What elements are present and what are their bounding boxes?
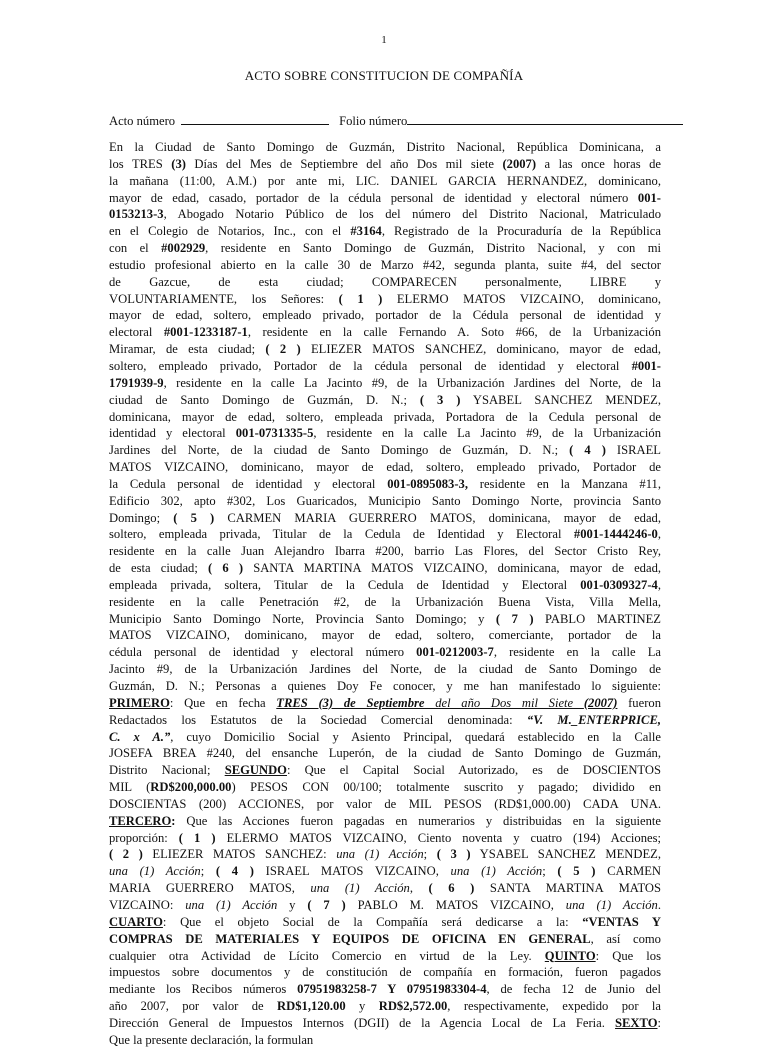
body-line: Domingo; ( 5 ) CARMEN MARIA GUERRERO MATOS, dominicana, mayor de edad, (109, 510, 661, 525)
body-line: Edificio 302, apto #302, Los Guaricados, Municipio Santo Domingo Norte, provincia Santo (109, 493, 661, 508)
body-line: una (1) Acción; ( 4 ) ISRAEL MATOS VIZCAINO, una (1) Acción; ( 5 ) CARMEN (109, 864, 662, 879)
body-line: Distrito Nacional; SEGUNDO: Que el Capital Social Autorizado, es de DOSCIENTOS (109, 763, 661, 778)
body-line: residente en la calle Juan Alejandro Ibarra #200, barrio Las Flores, del Sector Cristo Rey, (109, 544, 661, 559)
document-body (109, 139, 661, 1049)
body-line: soltero, empleado privado, Portador de la cédula personal de identidad y electoral #001- (109, 358, 661, 373)
body-line: los TRES (3) Días del Mes de Septiembre del año Dos mil siete (2007) a las once horas de (109, 156, 661, 171)
body-line: de esta ciudad; ( 6 ) SANTA MARTINA MATOS VIZCAINO, dominicana, mayor de edad, (109, 561, 662, 576)
body-line: mayor de edad, soltero, empleado privado, portador de la Cédula personal de identidad y (109, 308, 661, 323)
body-line: electoral #001-1233187-1, residente en la calle Fernando A. Soto #66, de la Urbanización (109, 325, 661, 340)
acto-folio-line (109, 113, 661, 129)
body-line: con el #002929, residente en Santo Domingo de Guzmán, Distrito Nacional, y con mi (109, 241, 661, 256)
body-line: empleada privada, soltera, Titular de la Cedula de Identidad y Electoral 001-0309327-4, (109, 577, 661, 592)
body-line: MATOS VIZCAINO, dominicano, mayor de edad, soltero, comerciante, portador de la (109, 628, 661, 643)
body-line: en el Colegio de Notarios, Inc., con el #3164, Registrado de la Procuraduría de la República (109, 224, 661, 239)
body-line: dominicana, mayor de edad, soltero, empleada privada, Portadora de la Cedula personal de (109, 409, 661, 424)
body-line: cédula personal de identidad y electoral número 001-0212003-7, residente en la calle La (109, 645, 661, 660)
body-line: impuestos sobre documentos y de constitución de compañía en formación, fueron pagados (109, 965, 661, 980)
body-line: CUARTO: Que el objeto Social de la Compañía será dedicarse a la: “VENTAS Y (109, 914, 661, 929)
body-line: PRIMERO: Que en fecha TRES (3) de Septiembre del año Dos mil Siete (2007) fueron (109, 695, 661, 710)
body-line: Miramar, de esta ciudad; ( 2 ) ELIEZER MATOS SANCHEZ, dominicano, mayor de edad, (109, 342, 661, 357)
body-line: TERCERO: Que las Acciones fueron pagadas en numerarios y distribuidas en la siguiente (109, 813, 661, 828)
body-line: En la Ciudad de Santo Domingo de Guzmán, Distrito Nacional, República Dominicana, a (109, 140, 661, 154)
body-line: año 2007, por valor de RD$1,120.00 y RD$2,572.00, respectivamente, expedido por la (109, 999, 662, 1014)
body-line: MIL (RD$200,000.00) PESOS CON 00/100; totalmente suscrito y pagado; dividido en (109, 780, 662, 795)
body-line: Que la presente declaración, la formulan (109, 1032, 314, 1047)
folio-number-blank (407, 113, 683, 125)
acto-label: Acto número (109, 114, 176, 128)
body-line: soltero, empleada privada, Titular de la Cedula de Identidad y Electoral #001-1444246-0, (109, 527, 661, 542)
body-line: Jacinto #9, de la Urbanización Jardines del Norte, de la ciudad de Santo Domingo de (109, 662, 661, 677)
body-line: COMPRAS DE MATERIALES Y EQUIPOS DE OFICINA EN GENERAL, así como (109, 931, 661, 946)
body-line: Guzmán, D. N.; Personas a quienes Doy Fe conocer, y me han manifestado lo siguiente: (109, 679, 661, 693)
body-line: la Cedula personal de identidad y electoral 001-0895083-3, residente en la Manzana #11, (109, 476, 661, 491)
body-line: mediante los Recibos números 07951983258-7 Y 07951983304-4, de fecha 12 de Junio del (109, 982, 661, 997)
body-line: JOSEFA BREA #240, del ensanche Luperón, de la ciudad de Santo Domingo de Guzmán, (109, 746, 661, 761)
body-line: residente en la calle Penetración #2, de la Urbanización Buena Vista, Villa Mella, (109, 594, 661, 609)
body-line: C. x A.”, cuyo Domicilio Social y Asiento Principal, quedará establecido en la Calle (109, 729, 661, 744)
body-line: MATOS VIZCAINO, dominicano, mayor de edad, soltero, empleado privado, Portador de (109, 460, 661, 475)
body-line: Dirección General de Impuestos Internos (DGII) de la Agencia Local de La Feria. SEXTO: (109, 1015, 661, 1030)
body-line: VOLUNTARIAMENTE, los Señores: ( 1 ) ELERMO MATOS VIZCAINO, dominicano, (109, 291, 662, 306)
body-line: Jardines del Norte, de la ciudad de Santo Domingo de Guzmán, D. N.; ( 4 ) ISRAEL (109, 443, 661, 458)
body-line: identidad y electoral 001-0731335-5, residente en la calle La Jacinto #9, de la Urbanización (109, 426, 661, 441)
body-line: 1791939-9, residente en la calle La Jacinto #9, de la Urbanización Jardines del Norte, de la (109, 375, 661, 390)
body-line: mayor de edad, casado, portador de la cédula personal de identidad y electoral número 001- (109, 190, 661, 205)
body-line: Municipio Santo Domingo Norte, Provincia Santo Domingo; y ( 7 ) PABLO MARTINEZ (109, 611, 661, 626)
body-line: de Gazcue, de esta ciudad; COMPARECEN personalmente, LIBRE y (109, 274, 661, 289)
body-line: proporción: ( 1 ) ELERMO MATOS VIZCAINO, Ciento noventa y cuatro (194) Acciones; (109, 830, 662, 845)
body-line: DOSCIENTAS (200) ACCIONES, por valor de MIL PESOS (RD$1,000.00) CADA UNA. (109, 796, 661, 811)
body-line: 0153213-3, Abogado Notario Público de los del número del Distrito Nacional, Matriculado (109, 207, 661, 222)
body-line: ( 2 ) ELIEZER MATOS SANCHEZ: una (1) Acción; ( 3 ) YSABEL SANCHEZ MENDEZ, (109, 847, 662, 862)
body-line: cualquier otra Actividad de Lícito Comercio en virtud de la Ley. QUINTO: Que los (109, 948, 661, 963)
body-line: ciudad de Santo Domingo de Guzmán, D. N.; ( 3 ) YSABEL SANCHEZ MENDEZ, (109, 392, 661, 407)
body-line: Redactados los Estatutos de la Sociedad Comercial denominada: “V. M._ENTERPRICE, (109, 712, 661, 727)
folio-label: Folio número (339, 114, 408, 128)
acto-number-blank (181, 113, 329, 125)
body-line: la mañana (11:00, A.M.) por ante mi, LIC. DANIEL GARCIA HERNANDEZ, dominicano, (109, 173, 661, 188)
body-line: estudio profesional abierto en la calle 30 de Marzo #42, segunda planta, suite #4, del sector (109, 257, 661, 272)
document-title: ACTO SOBRE CONSTITUCION DE COMPAÑÍA (244, 68, 524, 83)
body-line: VIZCAINO: una (1) Acción y ( 7 ) PABLO M. MATOS VIZCAINO, una (1) Acción. (109, 897, 661, 912)
body-line: MARIA GUERRERO MATOS, una (1) Acción, ( 6 ) SANTA MARTINA MATOS (109, 881, 662, 896)
page-number: 1 (381, 34, 387, 46)
